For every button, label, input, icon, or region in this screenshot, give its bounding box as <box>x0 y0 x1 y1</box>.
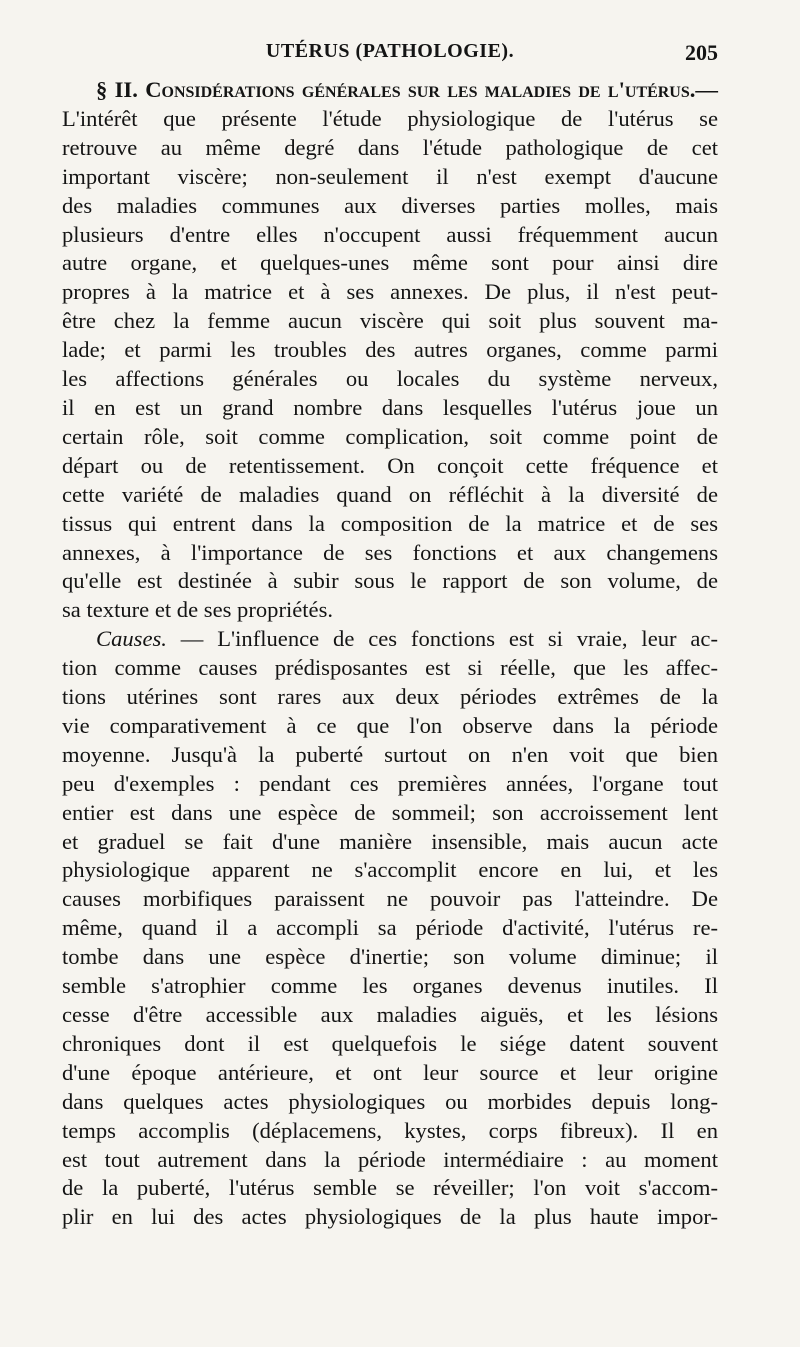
causes-first-line-text: — L'influence de ces fonctions est si vraie, leur ac- <box>166 626 718 652</box>
section-title: Considérations générales sur les maladies de l'utérus.— <box>145 77 718 102</box>
text-line: propres à la matrice et à ses annexes. De plus, il n'est peut- <box>62 279 718 305</box>
page-body <box>62 76 718 1232</box>
text-line: les affections générales ou locales du système nerveux, <box>62 366 718 392</box>
text-line: cette variété de maladies quand on réfléchit à la diversité de <box>62 481 718 507</box>
text-line: semble s'atrophier comme les organes devenus inutiles. Il <box>62 973 718 999</box>
text-line: peu d'exemples : pendant ces premières années, l'organe tout <box>62 770 718 796</box>
text-line: tions utérines sont rares aux deux périodes extrêmes de la <box>62 684 718 710</box>
text-line: L'intérêt que présente l'étude physiologique de l'utérus se <box>62 105 718 131</box>
text-line: chroniques dont il est quelquefois le siége datent souvent <box>62 1030 718 1056</box>
text-line: cesse d'être accessible aux maladies aiguës, et les lésions <box>62 1002 718 1027</box>
text-line: tissus qui entrent dans la composition de la matrice et de ses <box>62 510 718 536</box>
text-line: d'une époque antérieure, et ont leur source et leur origine <box>62 1059 718 1085</box>
text-line: vie comparativement à ce que l'on observe dans la période <box>62 712 718 738</box>
paragraph-causes <box>62 625 718 1232</box>
text-line: retrouve au même degré dans l'étude pathologique de cet <box>62 134 718 160</box>
text-line: sa texture et de ses propriétés. <box>62 597 334 623</box>
text-line: même, quand il a accompli sa période d'activité, l'utérus re- <box>62 915 718 941</box>
text-line: il en est un grand nombre dans lesquelles l'utérus joue un <box>62 394 718 420</box>
text-line: important viscère; non-seulement il n'est exempt d'aucune <box>62 163 718 189</box>
section-marker: § II. <box>96 77 138 102</box>
text-line: être chez la femme aucun viscère qui soit plus souvent ma- <box>62 308 718 334</box>
text-line: et graduel se fait d'une manière insensible, mais aucun acte <box>62 828 718 854</box>
text-line: physiologique apparent ne s'accomplit encore en lui, et les <box>62 857 718 883</box>
text-line: est tout autrement dans la période intermédiaire : au moment <box>62 1146 718 1172</box>
page-header <box>62 40 718 72</box>
text-line: qu'elle est destinée à subir sous le rapport de son volume, de <box>62 568 718 594</box>
text-line: tion comme causes prédisposantes est si réelle, que les affec- <box>62 655 718 681</box>
causes-lead: Causes. <box>96 626 167 652</box>
text-line: plir en lui des actes physiologiques de la plus haute impor- <box>62 1204 718 1230</box>
paragraph-section-intro <box>62 76 718 625</box>
causes-first-line <box>62 625 718 654</box>
text-line: plusieurs d'entre elles n'occupent aussi fréquemment aucun <box>62 221 718 247</box>
text-line: dans quelques actes physiologiques ou morbides depuis long- <box>62 1088 718 1114</box>
running-head: UTÉRUS (PATHOLOGIE). <box>265 40 515 62</box>
text-line: entier est dans une espèce de sommeil; son accroissement lent <box>62 799 718 825</box>
section-heading-line <box>62 76 718 105</box>
page-number: 205 <box>685 40 718 65</box>
text-line: temps accomplis (déplacemens, kystes, corps fibreux). Il en <box>62 1117 718 1143</box>
text-line: tombe dans une espèce d'inertie; son volume diminue; il <box>62 944 718 970</box>
text-line: certain rôle, soit comme complication, soit comme point de <box>62 423 718 449</box>
text-line: causes morbifiques paraissent ne pouvoir pas l'atteindre. De <box>62 886 718 912</box>
text-line: départ ou de retentissement. On conçoit cette fréquence et <box>62 452 718 478</box>
text-line: autre organe, et quelques-unes même sont pour ainsi dire <box>62 250 718 276</box>
text-line: moyenne. Jusqu'à la puberté surtout on n'en voit que bien <box>62 741 718 767</box>
text-line: annexes, à l'importance de ses fonctions et aux changemens <box>62 539 718 565</box>
text-line: des maladies communes aux diverses parties molles, mais <box>62 192 718 218</box>
text-line: lade; et parmi les troubles des autres organes, comme parmi <box>62 337 718 363</box>
text-line: de la puberté, l'utérus semble se réveiller; l'on voit s'accom- <box>62 1175 718 1201</box>
